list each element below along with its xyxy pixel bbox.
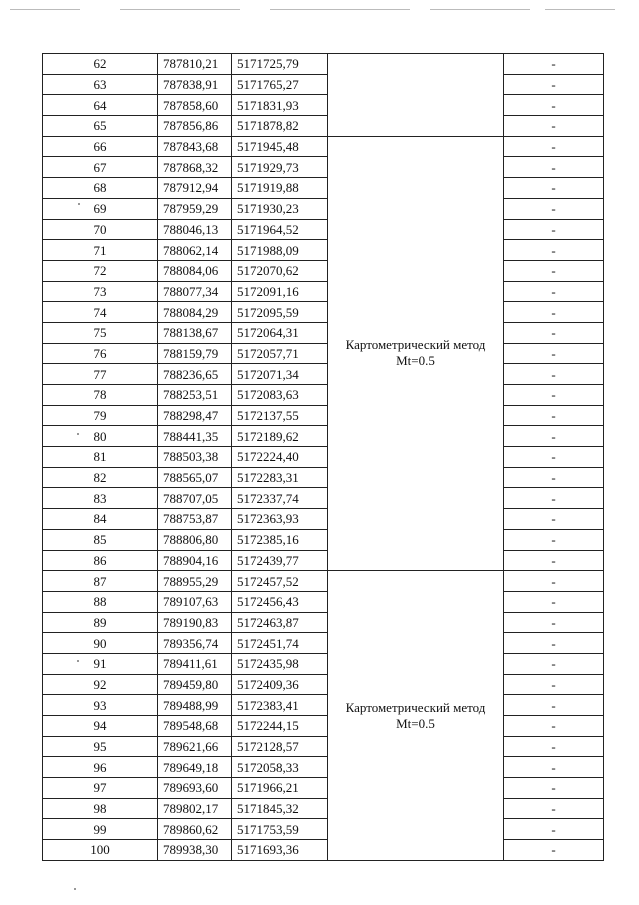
x-coordinate-cell: 789649,18 [158, 757, 232, 778]
y-coordinate-cell: 5171919,88 [232, 178, 328, 199]
point-number-cell: 96 [43, 757, 158, 778]
y-coordinate-cell: 5171845,32 [232, 798, 328, 819]
table-row [43, 74, 604, 95]
y-coordinate-cell: 5172091,16 [232, 281, 328, 302]
y-coordinate-cell: 5172456,43 [232, 591, 328, 612]
x-coordinate-cell: 789802,17 [158, 798, 232, 819]
point-number-cell: 72 [43, 260, 158, 281]
y-coordinate-cell: 5172057,71 [232, 343, 328, 364]
accuracy-method-cell [328, 571, 504, 861]
point-number-cell: 71 [43, 240, 158, 261]
x-coordinate-cell: 788159,79 [158, 343, 232, 364]
point-number-cell: 68 [43, 178, 158, 199]
y-coordinate-cell: 5172224,40 [232, 447, 328, 468]
point-number-cell: 95 [43, 736, 158, 757]
x-coordinate-cell: 788441,35 [158, 426, 232, 447]
note-cell: - [504, 364, 604, 385]
x-coordinate-cell: 787868,32 [158, 157, 232, 178]
table-row [43, 260, 604, 281]
empty-method-cell [328, 54, 504, 137]
point-number-cell: 88 [43, 591, 158, 612]
point-number-cell: 78 [43, 385, 158, 406]
table-row [43, 695, 604, 716]
scan-speck [77, 660, 79, 662]
y-coordinate-cell: 5172463,87 [232, 612, 328, 633]
table-row [43, 426, 604, 447]
table-row [43, 322, 604, 343]
note-cell: - [504, 819, 604, 840]
table-row [43, 136, 604, 157]
scan-speck [77, 433, 79, 435]
note-cell: - [504, 550, 604, 571]
table-row [43, 364, 604, 385]
point-number-cell: 86 [43, 550, 158, 571]
y-coordinate-cell: 5171831,93 [232, 95, 328, 116]
note-cell: - [504, 322, 604, 343]
method-name-label: Картометрический метод [345, 337, 486, 353]
y-coordinate-cell: 5172064,31 [232, 322, 328, 343]
point-number-cell: 90 [43, 633, 158, 654]
y-coordinate-cell: 5171929,73 [232, 157, 328, 178]
y-coordinate-cell: 5172128,57 [232, 736, 328, 757]
scan-artifact-line [545, 9, 615, 10]
x-coordinate-cell: 789107,63 [158, 591, 232, 612]
x-coordinate-cell: 787838,91 [158, 74, 232, 95]
point-number-cell: 76 [43, 343, 158, 364]
point-number-cell: 98 [43, 798, 158, 819]
note-cell: - [504, 840, 604, 861]
point-number-cell: 82 [43, 467, 158, 488]
note-cell: - [504, 633, 604, 654]
x-coordinate-cell: 788806,80 [158, 529, 232, 550]
x-coordinate-cell: 789356,74 [158, 633, 232, 654]
note-cell: - [504, 157, 604, 178]
table-row [43, 405, 604, 426]
x-coordinate-cell: 788904,16 [158, 550, 232, 571]
x-coordinate-cell: 788298,47 [158, 405, 232, 426]
method-accuracy-label: Mt=0.5 [396, 715, 435, 731]
x-coordinate-cell: 788236,65 [158, 364, 232, 385]
note-cell: - [504, 509, 604, 530]
scan-artifact-line [270, 9, 410, 10]
note-cell: - [504, 674, 604, 695]
note-cell: - [504, 591, 604, 612]
x-coordinate-cell: 788955,29 [158, 571, 232, 592]
x-coordinate-cell: 788084,29 [158, 302, 232, 323]
method-name-label: Картометрический метод [345, 699, 486, 715]
point-number-cell: 80 [43, 426, 158, 447]
y-coordinate-cell: 5171753,59 [232, 819, 328, 840]
table-row [43, 757, 604, 778]
note-cell: - [504, 302, 604, 323]
point-number-cell: 67 [43, 157, 158, 178]
point-number-cell: 91 [43, 653, 158, 674]
note-cell: - [504, 281, 604, 302]
x-coordinate-cell: 788062,14 [158, 240, 232, 261]
x-coordinate-cell: 788707,05 [158, 488, 232, 509]
note-cell: - [504, 260, 604, 281]
y-coordinate-cell: 5172439,77 [232, 550, 328, 571]
note-cell: - [504, 778, 604, 799]
y-coordinate-cell: 5171964,52 [232, 219, 328, 240]
note-cell: - [504, 612, 604, 633]
note-cell: - [504, 116, 604, 137]
table-row [43, 385, 604, 406]
scan-artifact-line [10, 9, 80, 10]
table-row [43, 840, 604, 861]
note-cell: - [504, 653, 604, 674]
note-cell: - [504, 95, 604, 116]
table-row [43, 467, 604, 488]
note-cell: - [504, 798, 604, 819]
x-coordinate-cell: 788753,87 [158, 509, 232, 530]
y-coordinate-cell: 5171725,79 [232, 54, 328, 75]
note-cell: - [504, 136, 604, 157]
y-coordinate-cell: 5171930,23 [232, 198, 328, 219]
point-number-cell: 63 [43, 74, 158, 95]
x-coordinate-cell: 788253,51 [158, 385, 232, 406]
y-coordinate-cell: 5172457,52 [232, 571, 328, 592]
point-number-cell: 69 [43, 198, 158, 219]
point-number-cell: 84 [43, 509, 158, 530]
x-coordinate-cell: 788138,67 [158, 322, 232, 343]
note-cell: - [504, 178, 604, 199]
table-row [43, 653, 604, 674]
table-row [43, 591, 604, 612]
table-row [43, 798, 604, 819]
table-row [43, 54, 604, 75]
table-row [43, 716, 604, 737]
y-coordinate-cell: 5172385,16 [232, 529, 328, 550]
point-number-cell: 83 [43, 488, 158, 509]
y-coordinate-cell: 5172409,36 [232, 674, 328, 695]
y-coordinate-cell: 5172083,63 [232, 385, 328, 406]
note-cell: - [504, 385, 604, 406]
table-row [43, 529, 604, 550]
x-coordinate-cell: 789459,80 [158, 674, 232, 695]
point-number-cell: 93 [43, 695, 158, 716]
x-coordinate-cell: 787810,21 [158, 54, 232, 75]
x-coordinate-cell: 789860,62 [158, 819, 232, 840]
y-coordinate-cell: 5172137,55 [232, 405, 328, 426]
x-coordinate-cell: 789621,66 [158, 736, 232, 757]
table-row [43, 612, 604, 633]
point-number-cell: 73 [43, 281, 158, 302]
y-coordinate-cell: 5171945,48 [232, 136, 328, 157]
point-number-cell: 65 [43, 116, 158, 137]
note-cell: - [504, 240, 604, 261]
y-coordinate-cell: 5171878,82 [232, 116, 328, 137]
table-row [43, 198, 604, 219]
y-coordinate-cell: 5172095,59 [232, 302, 328, 323]
x-coordinate-cell: 787912,94 [158, 178, 232, 199]
note-cell: - [504, 488, 604, 509]
note-cell: - [504, 343, 604, 364]
table-row [43, 343, 604, 364]
table-row [43, 240, 604, 261]
y-coordinate-cell: 5172451,74 [232, 633, 328, 654]
note-cell: - [504, 447, 604, 468]
x-coordinate-cell: 789938,30 [158, 840, 232, 861]
point-number-cell: 79 [43, 405, 158, 426]
x-coordinate-cell: 788565,07 [158, 467, 232, 488]
note-cell: - [504, 74, 604, 95]
table-row [43, 571, 604, 592]
table-row [43, 302, 604, 323]
y-coordinate-cell: 5172244,15 [232, 716, 328, 737]
x-coordinate-cell: 788077,34 [158, 281, 232, 302]
point-number-cell: 66 [43, 136, 158, 157]
y-coordinate-cell: 5172058,33 [232, 757, 328, 778]
method-accuracy-label: Mt=0.5 [396, 353, 435, 369]
table-row [43, 116, 604, 137]
table-row [43, 219, 604, 240]
y-coordinate-cell: 5172070,62 [232, 260, 328, 281]
x-coordinate-cell: 788084,06 [158, 260, 232, 281]
y-coordinate-cell: 5171765,27 [232, 74, 328, 95]
point-number-cell: 100 [43, 840, 158, 861]
x-coordinate-cell: 788503,38 [158, 447, 232, 468]
table-row [43, 819, 604, 840]
table-row [43, 550, 604, 571]
x-coordinate-cell: 789190,83 [158, 612, 232, 633]
y-coordinate-cell: 5171693,36 [232, 840, 328, 861]
table-row [43, 95, 604, 116]
point-number-cell: 85 [43, 529, 158, 550]
y-coordinate-cell: 5172363,93 [232, 509, 328, 530]
note-cell: - [504, 219, 604, 240]
y-coordinate-cell: 5172283,31 [232, 467, 328, 488]
point-number-cell: 75 [43, 322, 158, 343]
x-coordinate-cell: 789693,60 [158, 778, 232, 799]
table-row [43, 157, 604, 178]
y-coordinate-cell: 5171966,21 [232, 778, 328, 799]
x-coordinate-cell: 787959,29 [158, 198, 232, 219]
point-number-cell: 70 [43, 219, 158, 240]
point-number-cell: 74 [43, 302, 158, 323]
note-cell: - [504, 467, 604, 488]
table-row [43, 778, 604, 799]
y-coordinate-cell: 5172337,74 [232, 488, 328, 509]
x-coordinate-cell: 787856,86 [158, 116, 232, 137]
point-number-cell: 99 [43, 819, 158, 840]
y-coordinate-cell: 5172435,98 [232, 653, 328, 674]
table-row [43, 281, 604, 302]
note-cell: - [504, 757, 604, 778]
x-coordinate-cell: 789548,68 [158, 716, 232, 737]
y-coordinate-cell: 5171988,09 [232, 240, 328, 261]
y-coordinate-cell: 5172071,34 [232, 364, 328, 385]
point-number-cell: 77 [43, 364, 158, 385]
note-cell: - [504, 529, 604, 550]
x-coordinate-cell: 787858,60 [158, 95, 232, 116]
y-coordinate-cell: 5172189,62 [232, 426, 328, 447]
x-coordinate-cell: 788046,13 [158, 219, 232, 240]
point-number-cell: 81 [43, 447, 158, 468]
x-coordinate-cell: 789411,61 [158, 653, 232, 674]
table-row [43, 178, 604, 199]
y-coordinate-cell: 5172383,41 [232, 695, 328, 716]
accuracy-method-cell [328, 136, 504, 570]
point-number-cell: 92 [43, 674, 158, 695]
note-cell: - [504, 695, 604, 716]
point-number-cell: 62 [43, 54, 158, 75]
coordinates-table-body [43, 54, 604, 861]
scan-speck [74, 888, 76, 890]
scan-speck [78, 203, 80, 205]
note-cell: - [504, 716, 604, 737]
table-row [43, 633, 604, 654]
table-row [43, 509, 604, 530]
table-row [43, 736, 604, 757]
x-coordinate-cell: 789488,99 [158, 695, 232, 716]
note-cell: - [504, 198, 604, 219]
x-coordinate-cell: 787843,68 [158, 136, 232, 157]
point-number-cell: 89 [43, 612, 158, 633]
table-row [43, 674, 604, 695]
point-number-cell: 64 [43, 95, 158, 116]
note-cell: - [504, 736, 604, 757]
coordinates-table [42, 53, 604, 861]
note-cell: - [504, 54, 604, 75]
point-number-cell: 97 [43, 778, 158, 799]
note-cell: - [504, 571, 604, 592]
point-number-cell: 87 [43, 571, 158, 592]
table-row [43, 488, 604, 509]
note-cell: - [504, 405, 604, 426]
scan-artifact-line [430, 9, 530, 10]
point-number-cell: 94 [43, 716, 158, 737]
note-cell: - [504, 426, 604, 447]
scan-artifact-line [120, 9, 240, 10]
table-row [43, 447, 604, 468]
